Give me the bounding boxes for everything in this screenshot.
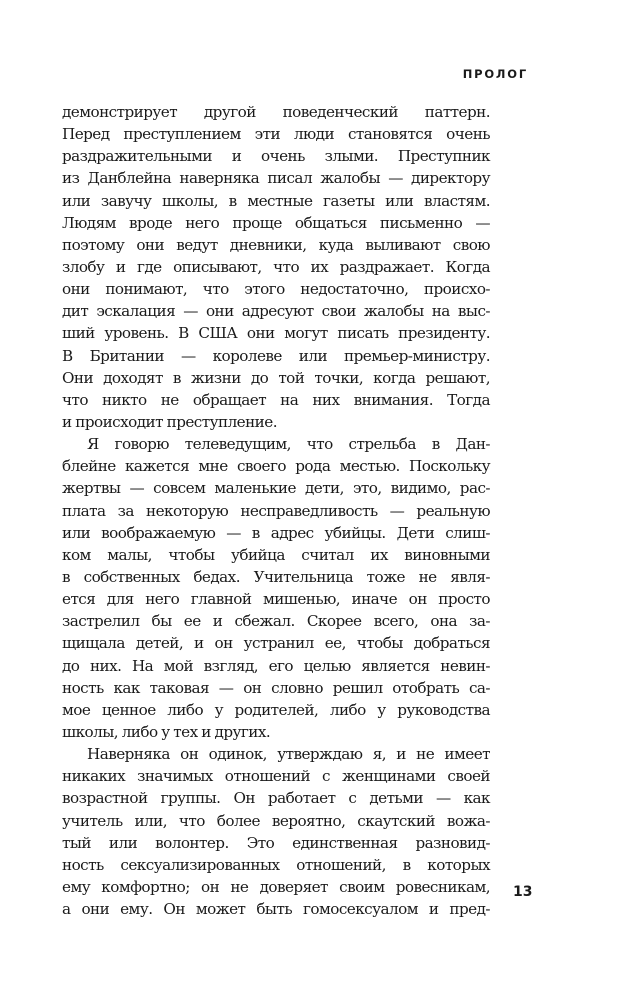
text-line: демонстрирует другой поведенческий паттерн. [62,103,490,121]
text-line: или завучу школы, в местные газеты или властям. [62,191,490,210]
page-number: 13 [513,884,533,900]
text-line: Перед преступлением эти люди становятся очень [62,125,490,144]
text-line: учитель или, что более вероятно, скаутский вожа- [62,811,490,830]
text-line: Наверняка он одинок, утверждаю я, и не имеет [87,745,490,764]
text-line: никаких значимых отношений с женщинами своей [62,767,490,786]
text-line: из Данблейна наверняка писал жалобы — директору [62,169,490,188]
paragraph-2 [62,433,490,743]
text-line: Людям вроде него проще общаться письменно — [62,213,490,232]
paragraph-1 [62,101,490,433]
text-line: злобу и где описывают, что их раздражает. Когда [62,257,490,276]
text-line: мое ценное либо у родителей, либо у руководства [62,700,490,719]
text-line: В Британии — королеве или премьер-министру. [62,346,490,365]
text-line: школы, либо у тех и других. [62,722,271,741]
text-line: ший уровень. В США они могут писать президенту. [62,324,490,343]
text-line: ется для него главной мишенью, иначе он просто [62,590,490,609]
running-head: ПРОЛОГ [462,67,528,81]
text-line: ему комфортно; он не доверяет своим ровесникам, [62,877,490,896]
text-line: плата за некоторую несправедливость — реальную [62,501,490,520]
text-line: щищала детей, и он устранил ее, чтобы добраться [62,634,490,653]
text-line: тый или волонтер. Это единственная разновид- [62,833,490,852]
text-line: ком малы, чтобы убийца считал их виновными [62,545,490,564]
text-line: что никто не обращает на них внимания. Тогда [62,390,490,409]
text-line: и происходит преступление. [62,412,277,431]
text-line: раздражительными и очень злыми. Преступник [62,147,490,166]
text-line: ность как таковая — он словно решил отобрать са- [62,678,490,697]
paragraph-3 [62,743,490,920]
text-line: возрастной группы. Он работает с детьми — как [62,789,490,808]
text-line: или воображаемую — в адрес убийцы. Дети слиш- [62,523,490,542]
text-line: Я говорю телеведущим, что стрельба в Дан- [87,435,490,454]
text-line: дит эскалация — они адресуют свои жалобы на выс- [62,302,490,321]
text-line: блейне кажется мне своего рода местью. Поскольку [62,457,490,476]
text-line: ность сексуализированных отношений, в которых [62,855,490,874]
text-line: поэтому они ведут дневники, куда выливают свою [62,235,490,254]
body-text [62,101,490,920]
text-line: они понимают, что этого недостаточно, происхо- [62,280,490,299]
text-line: в собственных бедах. Учительница тоже не явля- [62,567,490,586]
text-line: жертвы — совсем маленькие дети, это, видимо, рас- [62,479,490,498]
text-line: застрелил бы ее и сбежал. Скорее всего, она за- [62,612,490,631]
text-line: до них. На мой взгляд, его целью является невин- [62,656,490,675]
text-line: а они ему. Он может быть гомосексуалом и пред- [62,900,490,919]
text-line: Они доходят в жизни до той точки, когда решают, [62,368,490,387]
